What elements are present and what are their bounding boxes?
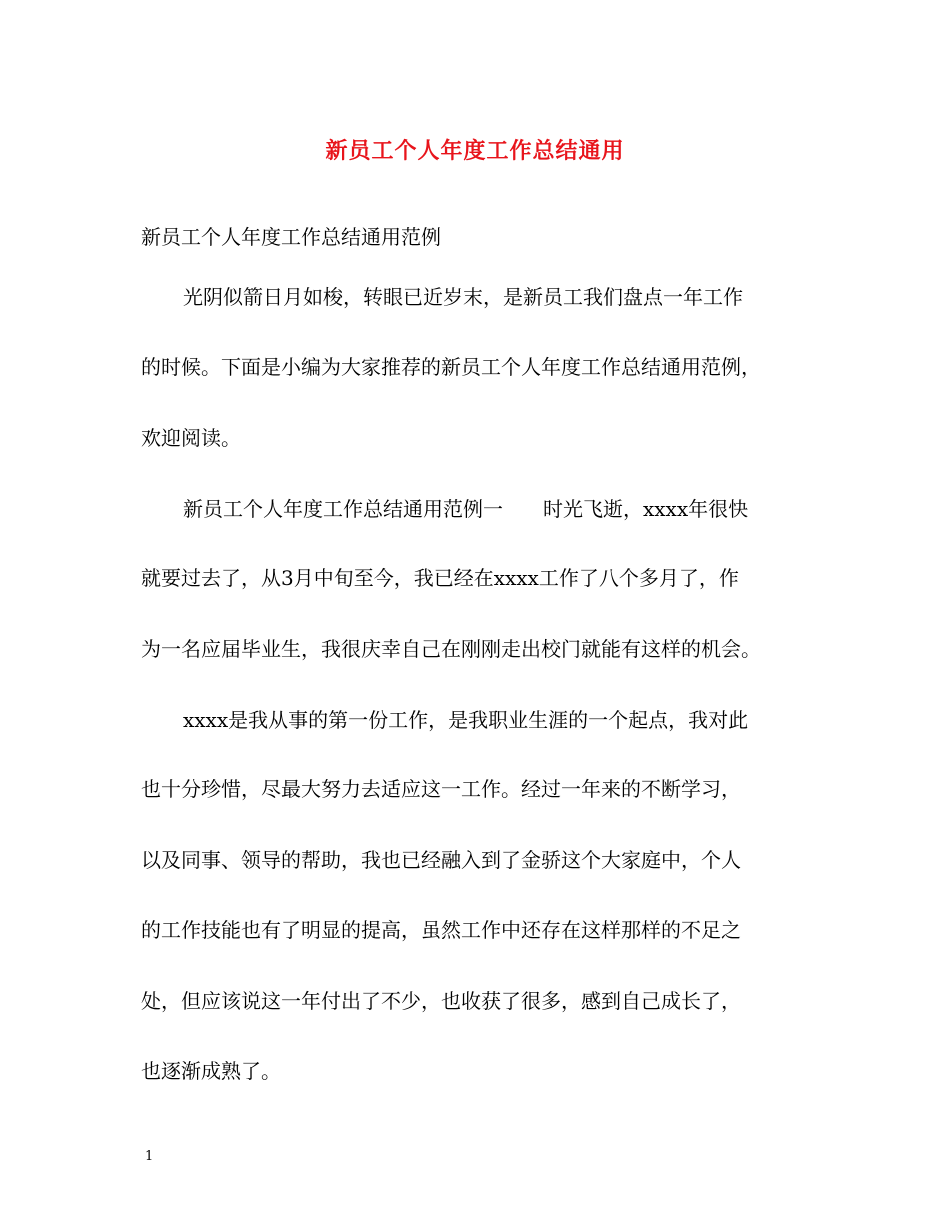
section-intro: 时光飞逝，xxxx年很快 — [543, 497, 749, 521]
paragraph-line-11: 处，但应该说这一年付出了不少，也收获了很多，感到自己成长了， — [141, 989, 741, 1013]
paragraph-line-10: 的工作技能也有了明显的提高，虽然工作中还存在这样那样的不足之 — [141, 918, 741, 942]
paragraph-line-2: 的时候。下面是小编为大家推荐的新员工个人年度工作总结通用范例， — [141, 355, 761, 379]
paragraph-line-12: 也逐渐成熟了。 — [141, 1059, 281, 1083]
paragraph-line-4 — [183, 494, 748, 524]
paragraph-line-1: 光阴似箭日月如梭，转眼已近岁末，是新员工我们盘点一年工作 — [183, 285, 743, 309]
paragraph-line-8: 也十分珍惜，尽最大努力去适应这一工作。经过一年来的不断学习， — [141, 777, 741, 801]
paragraph-line-7: xxxx是我从事的第一份工作，是我职业生涯的一个起点，我对此 — [183, 708, 749, 732]
document-title: 新员工个人年度工作总结通用 — [325, 138, 625, 164]
page-number: 1 — [145, 1149, 154, 1164]
section-heading: 新员工个人年度工作总结通用范例一 — [183, 497, 503, 521]
document-subtitle: 新员工个人年度工作总结通用范例 — [141, 225, 441, 249]
paragraph-line-6: 为一名应届毕业生，我很庆幸自己在刚刚走出校门就能有这样的机会。 — [141, 637, 761, 661]
paragraph-line-9: 以及同事、领导的帮助，我也已经融入到了金骄这个大家庭中，个人 — [141, 848, 741, 872]
paragraph-line-5: 就要过去了，从3月中旬至今，我已经在xxxx工作了八个多月了，作 — [141, 566, 739, 590]
paragraph-line-3: 欢迎阅读。 — [141, 426, 241, 450]
